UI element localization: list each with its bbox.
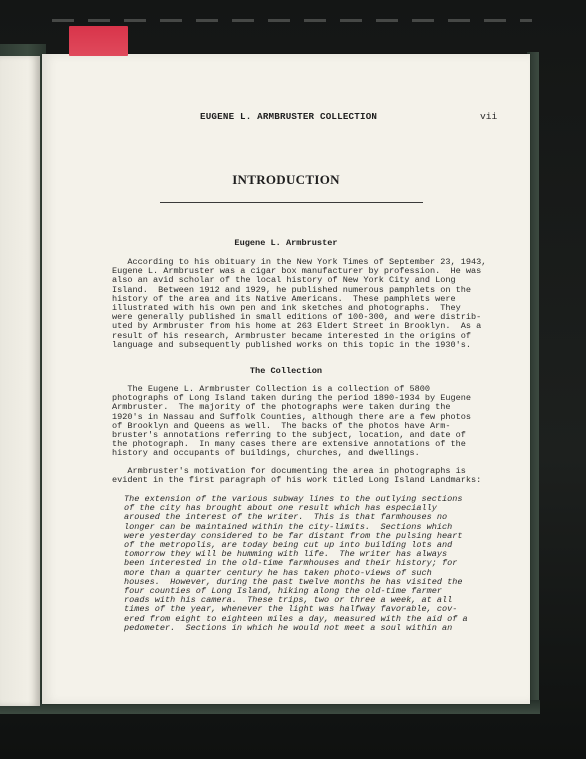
left-page-edge — [0, 56, 40, 706]
page-title: INTRODUCTION — [232, 172, 340, 187]
section-heading-armbruster: Eugene L. Armbruster — [234, 238, 338, 248]
title-rule — [160, 202, 423, 203]
block-quote: The extension of the various subway lines to the outlying sections of the city has brought about one result which has especially aroused the interest of the writer. This is that farmhouses no longer can be maintained within the city-limits. Sections which were yesterday considered to be far distant from the pulsing heart of the metropolis, are today being cut up into building lots and tomorrow they will be humming with life. The writer has always been interested in the old-time farmhouses and their history; for more than a quarter century he has taken photo-views of such houses. However, during the past twelve months he has visited the four counties of Long Island, hiking along the old-time farmer roads with his camera. These trips, two or three a week, at all times of the year, whenever the light was halfway favorable, cov- ered from eight to eighteen miles a day, measured with the aid of a pedometer. Sections in which he would not meet a soul within an — [124, 494, 468, 633]
page-number: vii — [480, 111, 498, 122]
red-bookmark-tab — [69, 26, 128, 56]
scanner-edge-marks — [52, 19, 532, 22]
paragraph-motivation: Armbruster's motivation for documenting the area in photographs is evident in the first paragraph of his work titled Long Island Landmarks: — [112, 466, 482, 486]
paragraph-collection: The Eugene L. Armbruster Collection is a collection of 5800 photographs of Long Island taken during the period 1890-1934 by Eugene Armbruster. The majority of the photographs were taken during the 1920's in Nassau and Suffolk Counties, although there are a few photos of Brooklyn and Queens as well. The backs of the photos have Arm- bruster's annotations referring to the subject, location, and date of the photograph. In many cases there are extensive annotations of the history and occupants of buildings, churches, and dwellings. — [112, 384, 472, 459]
section-heading-collection: The Collection — [249, 366, 323, 376]
running-header: EUGENE L. ARMBRUSTER COLLECTION — [200, 111, 378, 122]
paragraph-biography: According to his obituary in the New York Times of September 23, Eugene L. Armbruster was a cigar box manufacturer by profession. He also an avid scholar of the local history of New York City and Long Island. Between 1912 and 1929, he published numerous pamphlets on the history of the area and its Native Americans. These pamphlets were illustrated with his own pen and ink sketches and photographs. They were generally published in small editions of 100-300, and were distrib- uted by Armbruster from his home at 263 Eldert Street in Brooklyn. As result of his research, Armbruster became interested in the origins of language and subsequently published works on this topic in the 1930's. — [112, 257, 482, 350]
